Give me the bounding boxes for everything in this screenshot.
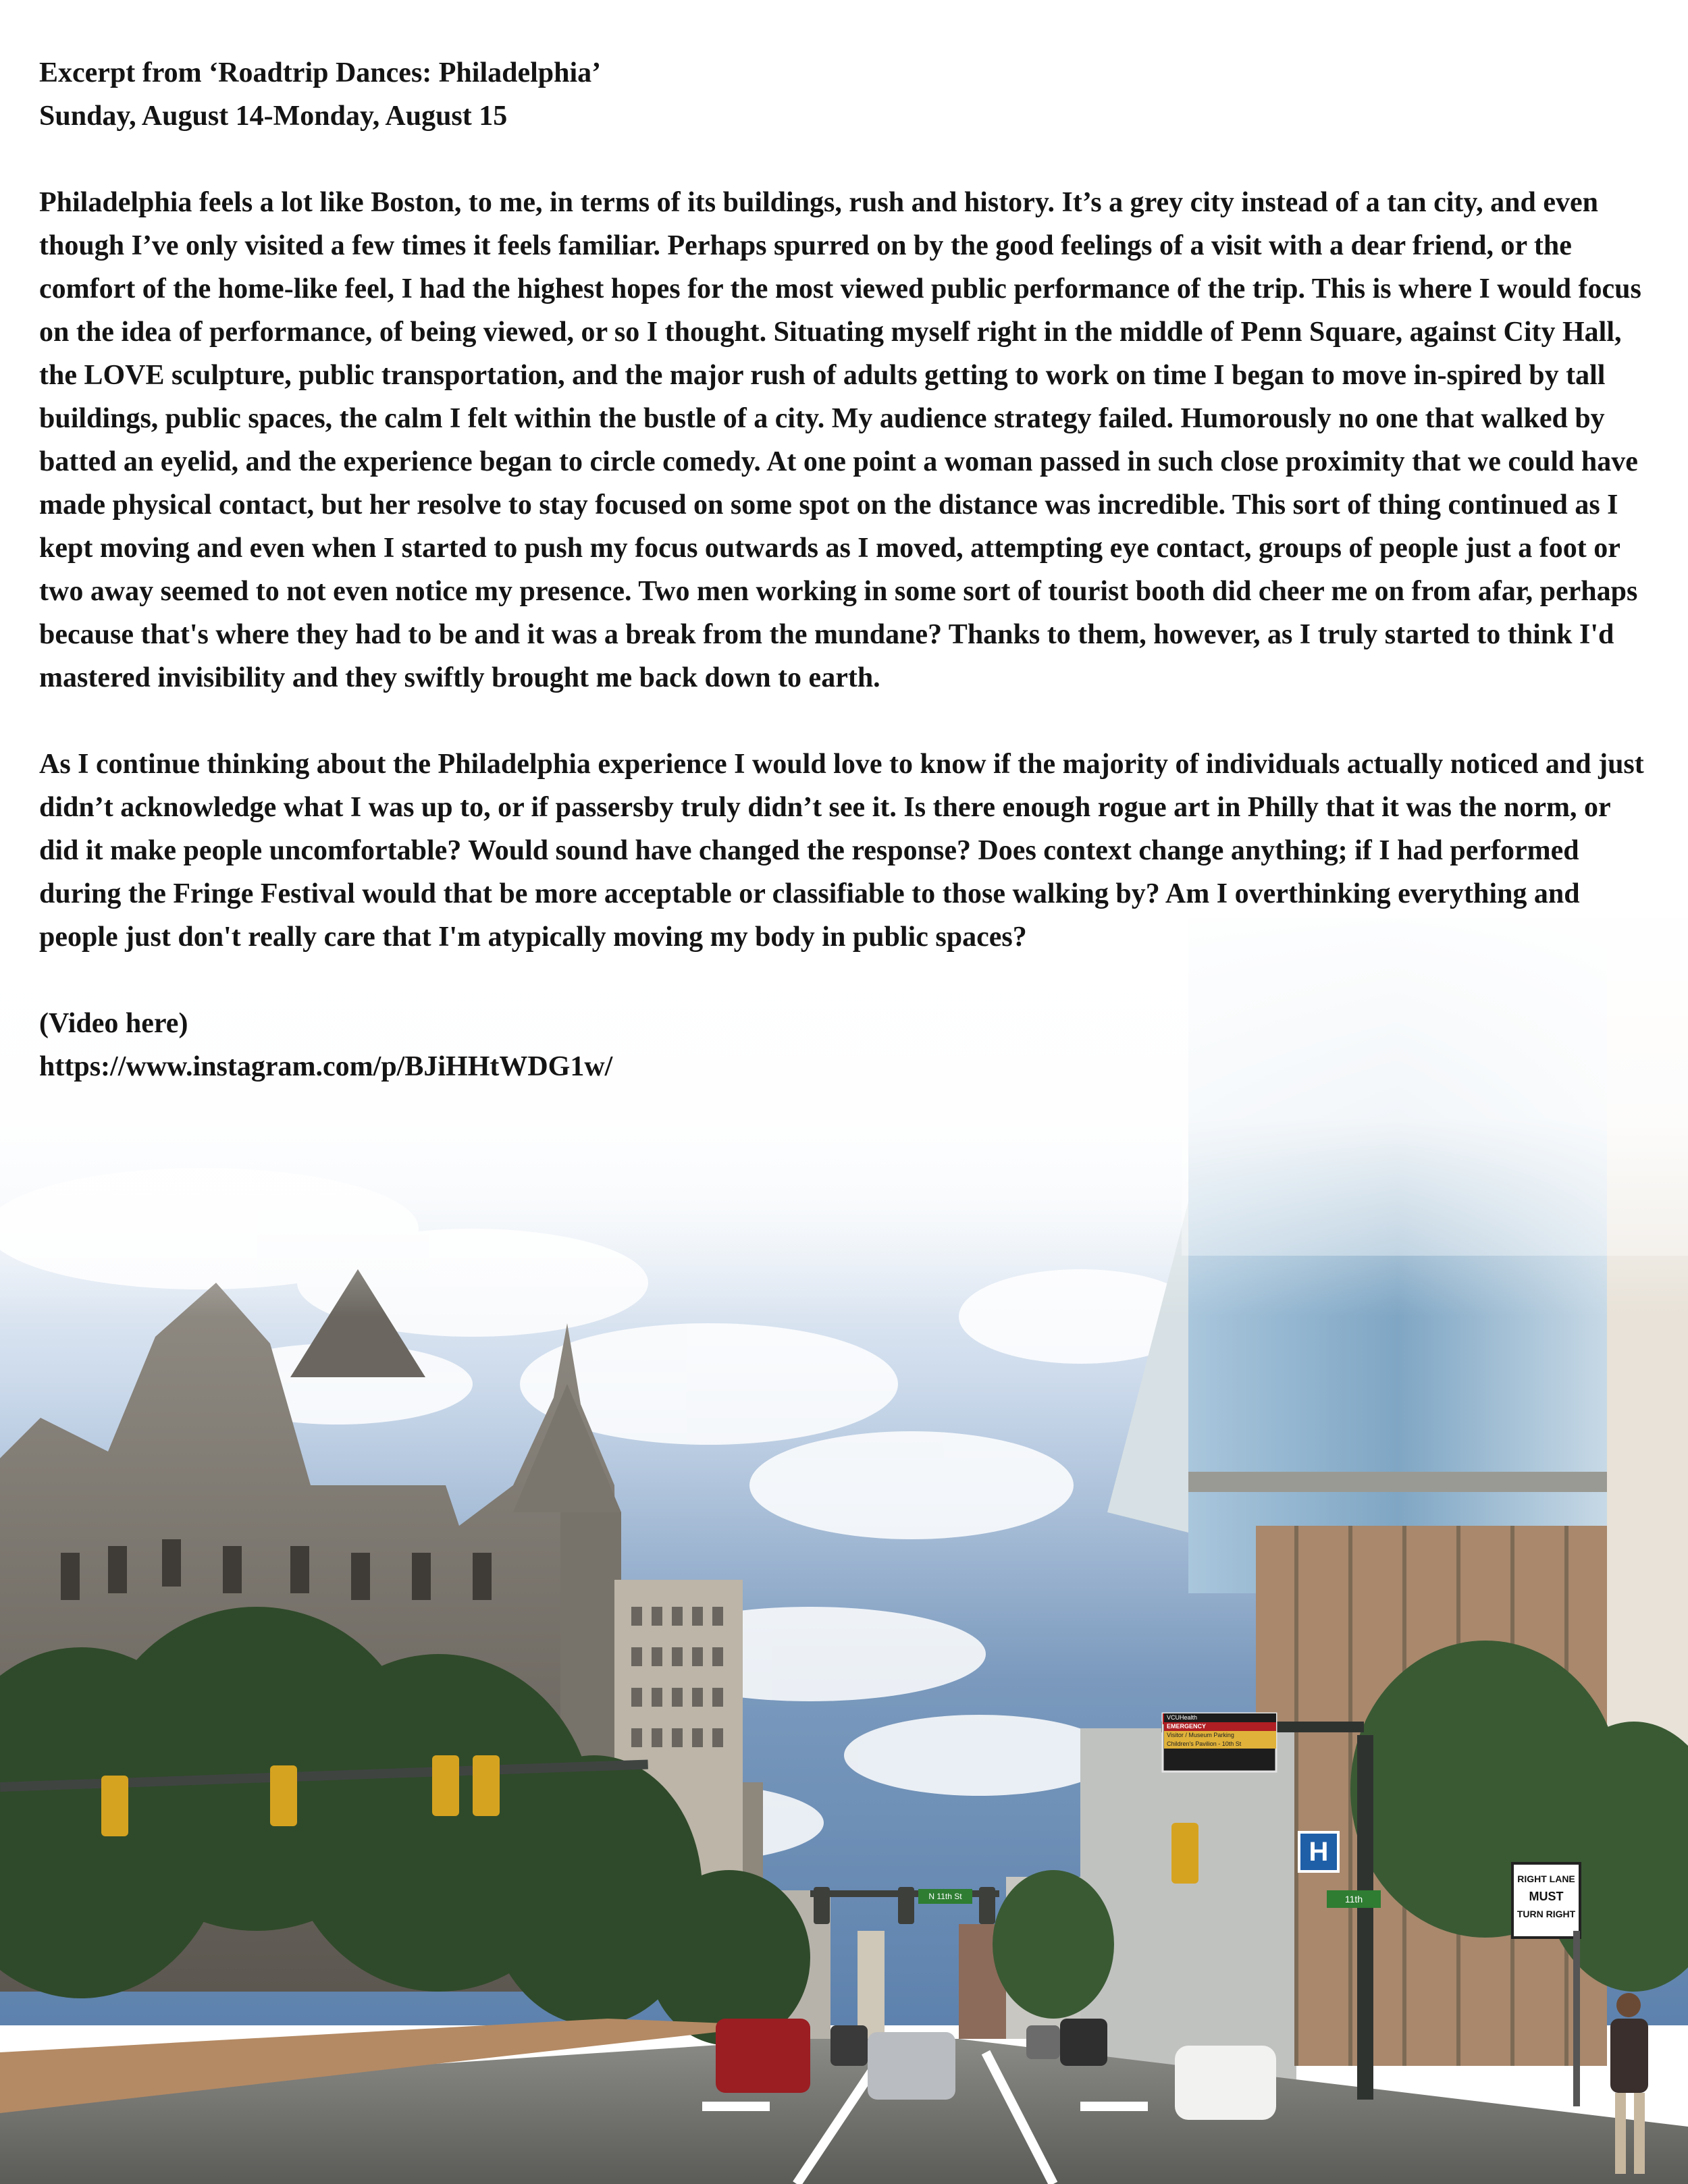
- paragraph-2: As I continue thinking about the Philadelphia experience I would love to know if the majority of individuals actually noticed and just didn’t acknowledge what I was up to, or if passersby truly didn’t see it. Is there enough rogue art in Philly that it was the norm, or did it make people uncomfortable? Would sound have changed the response? Does context change anything; if I had performed during the Fringe Festival would that be more acceptable or classifiable to those walking by? Am I overthinking everything and people just don't really care that I'm atypically moving my body in public spaces?: [39, 749, 1644, 953]
- excerpt-text: [39, 51, 1646, 1088]
- sign-parking: Visitor / Museum Parking: [1164, 1731, 1276, 1740]
- sign-street-small: 11th: [1344, 1894, 1363, 1905]
- sign-pavilion: Children's Pavilion - 10th St: [1164, 1740, 1276, 1749]
- sign-right-lane: [1514, 1870, 1579, 1923]
- sign-right-lane-line1: RIGHT LANE: [1517, 1873, 1575, 1884]
- spacer: [39, 959, 1646, 1002]
- sign-street: N 11th St: [928, 1892, 962, 1901]
- sign-right-lane-line3: TURN RIGHT: [1516, 1909, 1576, 1919]
- excerpt-dates: Sunday, August 14-Monday, August 15: [39, 101, 508, 132]
- excerpt-title: Excerpt from ‘Roadtrip Dances: Philadelphia’: [39, 57, 602, 88]
- video-link[interactable]: https://www.instagram.com/p/BJiHHtWDG1w/: [39, 1051, 613, 1082]
- distant-tower: [858, 1931, 885, 2039]
- sign-emergency-header: VCUHealth: [1164, 1713, 1276, 1722]
- sign-right-lane-line2: MUST: [1529, 1890, 1564, 1903]
- video-label: (Video here): [39, 1008, 188, 1039]
- spacer: [39, 138, 1646, 181]
- sign-emergency: [1164, 1713, 1276, 1749]
- spacer: [39, 699, 1646, 743]
- sign-hospital: H: [1309, 1837, 1329, 1867]
- paragraph-1: Philadelphia feels a lot like Boston, to me, in terms of its buildings, rush and history. It’s a grey city instead of a tan city, and even though I’ve only visited a few times it feels familiar. Perhaps spurred on by the good feelings of a visit with a dear friend, or the comfort of the home-like feel, I had the highest hopes for the most viewed public performance of the trip. This is where I would focus on the idea of performance, of being viewed, or so I thought. Situating myself right in the middle of Penn Square, against City Hall, the LOVE sculpture, public transportation, and the major rush of adults getting to work on time I began to move in-spired by tall buildings, public spaces, the calm I felt within the bustle of a city. My audience strategy failed. Humorously no one that walked by batted an eyelid, and the experience began to circle comedy. At one point a woman passed in such close proximity that we could have made physical contact, but her resolve to stay focused on some spot on the distance was incredible. This sort of thing continued as I kept moving and even when I started to push my focus outwards as I moved, attempting eye contact, groups of people just a foot or two away seemed to not even notice my presence. Two men working in some sort of tourist booth did cheer me on from afar, perhaps because that's where they had to be and it was a break from the mundane? Thanks to them, however, as I truly started to think I'd mastered invisibility and they swiftly brought me back down to earth.: [39, 187, 1641, 693]
- sign-emergency-label: EMERGENCY: [1164, 1722, 1276, 1731]
